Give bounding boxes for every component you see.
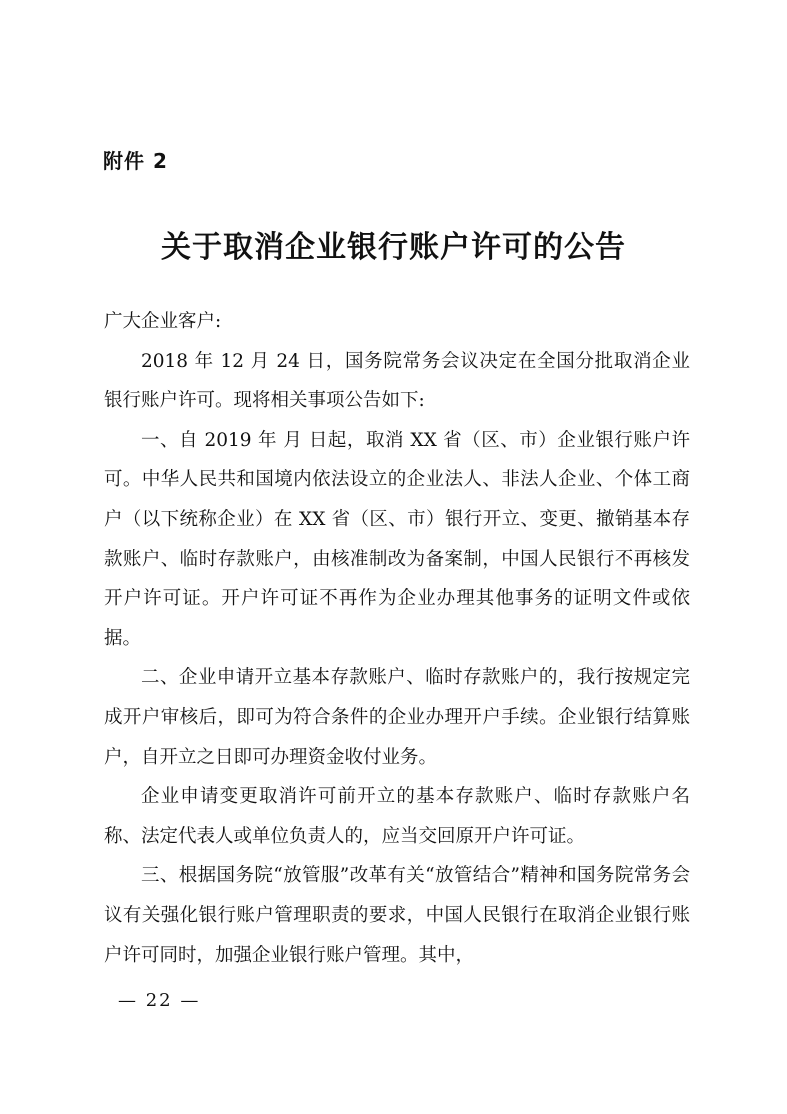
attachment-label: 附件 2: [103, 149, 168, 173]
document-title: 关于取消企业银行账户许可的公告: [161, 230, 626, 265]
paragraph-date-announcement: 2018 年 12 月 24 日，国务院常务会议决定在全国分批取消企业银行账户许可。现将相关事项公告如下:: [104, 350, 690, 412]
page-number: — 22 —: [118, 990, 201, 1011]
paragraph-item-two: 二、企业申请开立基本存款账户、临时存款账户的，我行按规定完成开户审核后，即可为符合条件的企业办理开户手续。企业银行结算账户，自开立之日即可办理资金收付业务。: [104, 667, 690, 768]
salutation: 广大企业客户:: [104, 311, 222, 332]
paragraph-item-one: 一、自 2019 年 月 日起，取消 XX 省（区、市）企业银行账户许可。中华人民共和国境内依法设立的企业法人、非法人企业、个体工商户（以下统称企业）在 XX 省（区、市）银行开立、变更、撤销基本存款账户、临时存款账户，由核准制改为备案制，中国人民银行不再核发开户许可证。开户许可证不再作为企业办理其他事务的证明文件或依据。: [104, 429, 690, 649]
paragraph-change-requirement: 企业申请变更取消许可前开立的基本存款账户、临时存款账户名称、法定代表人或单位负责人的，应当交回原开户许可证。: [104, 786, 690, 847]
document-body: [104, 302, 690, 975]
paragraph-item-three: 三、根据国务院“放管服”改革有关“放管结合”精神和国务院常务会议有关强化银行账户管理职责的要求，中国人民银行在取消企业银行账户许可同时，加强企业银行账户管理。其中，: [104, 865, 690, 966]
